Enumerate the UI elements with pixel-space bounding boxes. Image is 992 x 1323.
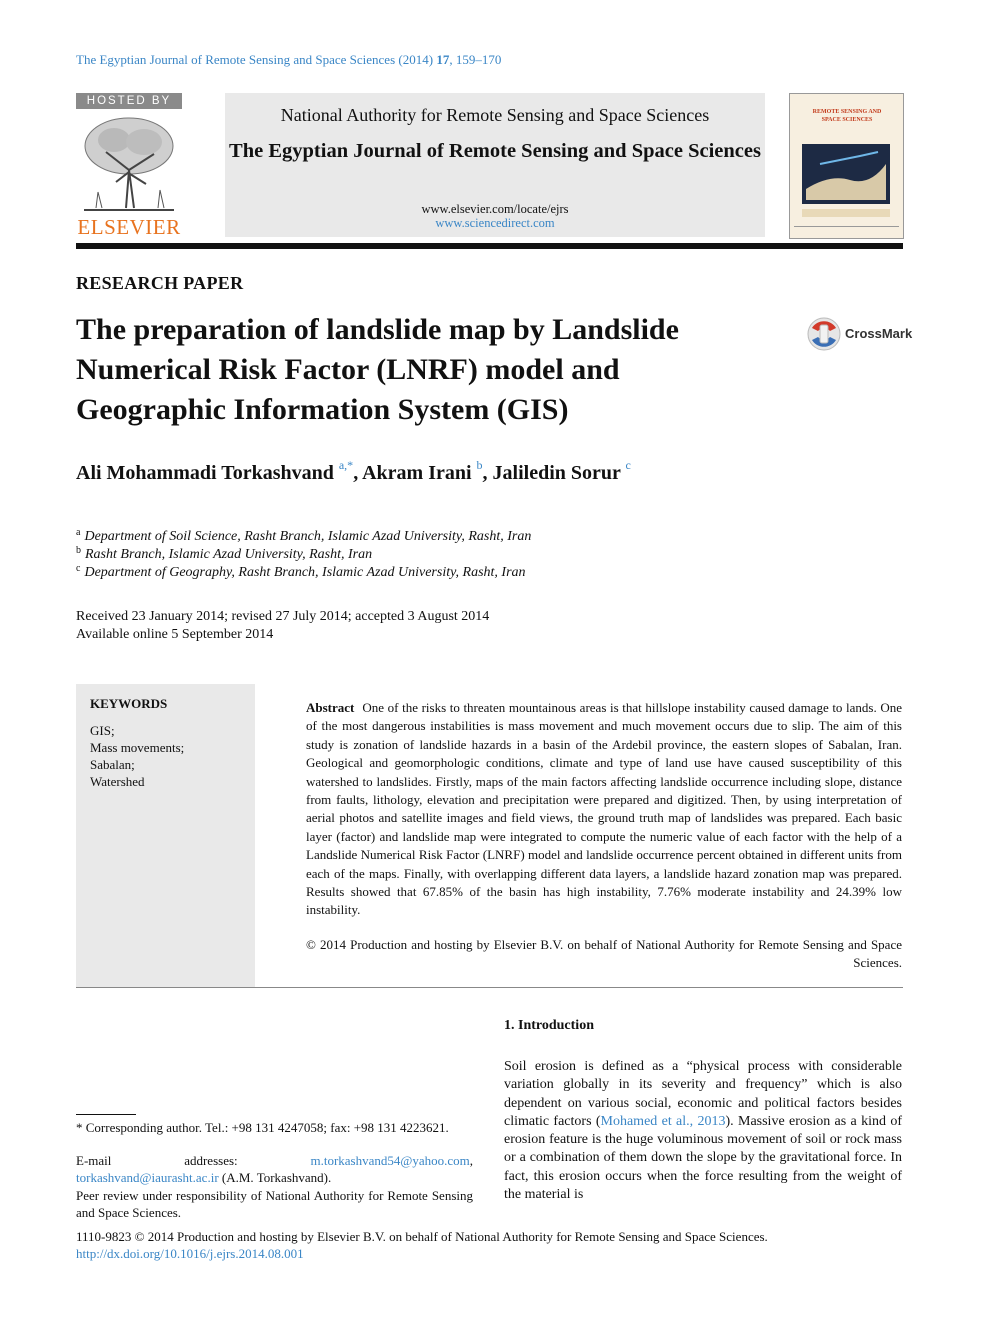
paper-title: The preparation of landslide map by Landslide Numerical Risk Factor (LNRF) model and Geographic Information System (GIS)	[76, 313, 679, 426]
author-list: Ali Mohammadi Torkashvand $^{a,*}$, Akram Irani $^b$, Jaliledin Sorur $^c$	[76, 458, 631, 484]
affiliation-mark: c	[76, 563, 81, 574]
affiliation-text: Department of Geography, Rasht Branch, Islamic Azad University, Rasht, Iran	[84, 565, 526, 580]
sciencedirect-url[interactable]: www.sciencedirect.com	[435, 216, 555, 230]
journal-url[interactable]: www.elsevier.com/locate/ejrs	[421, 202, 569, 216]
hosted-by-label: HOSTED BY	[76, 93, 182, 109]
email-label: E-mail addresses:	[76, 1153, 238, 1168]
journal-ref-volume: 17	[436, 52, 450, 67]
received-revised-accepted: Received 23 January 2014; revised 27 July 2014; accepted 3 August 2014	[76, 609, 490, 624]
email-owner: (A.M. Torkashvand).	[221, 1170, 332, 1185]
abstract-text: One of the risks to threaten mountainous areas is that hillslope instability caused damage to lands. One of the most dangerous instabilities is mass movement and much movement occurs due to slip. The aim of this study is zonation of landslide hazards in a basin of the Ardebil province, the eastern slopes of Sabalan, Iran. Geological and geomorphologic conditions, climate and type of land use have caused susceptibility of this watershed to landslides. Firstly, maps of the main factors affecting landslide occurrence including slope, distance from faults, lithology, elevation and precipitation were prepared and digitized. Then, by using interpretation of aerial photos and satellite images and field views, the ground truth map of landslides was prepared. Each basic layer (factor) and landslide map were integrated to compute the numeric value of each factor with the help of a Landslide Numerical Risk Factor (LNRF) model and landslide occurrence percent obtained in different units from each of the maps. Finally, with overlapping different data layers, a landslide hazard zonation map was prepared. Results showed that 67.85% of the basin has high instability, 7.76% moderate instability and 24.39% low instability.	[306, 700, 902, 918]
affiliation-text: Rasht Branch, Islamic Azad University, Rasht, Iran	[85, 547, 373, 562]
footnote-divider	[76, 1114, 136, 1115]
introduction-text	[504, 1058, 902, 1204]
affiliation	[76, 545, 372, 563]
elsevier-wordmark: ELSEVIER	[77, 215, 181, 239]
journal-name: The Egyptian Journal of Remote Sensing and Space Sciences	[229, 140, 761, 162]
journal-cover-image	[789, 93, 904, 239]
abstract-divider	[76, 987, 903, 988]
keywords-title: KEYWORDS	[90, 696, 168, 711]
affiliation-mark: a	[76, 527, 81, 538]
affiliation-mark: b	[76, 545, 81, 556]
cover-title: REMOTE SENSING AND SPACE SCIENCES	[812, 109, 882, 123]
keyword: Mass movements;	[90, 740, 185, 755]
keyword: Sabalan;	[90, 757, 135, 772]
affiliation	[76, 563, 526, 581]
crossmark-label[interactable]: CrossMark	[845, 326, 913, 341]
journal-reference[interactable]	[76, 52, 501, 68]
keyword: GIS;	[90, 723, 115, 738]
article-dates	[76, 608, 489, 644]
author-affiliation-mark[interactable]: c	[625, 458, 631, 472]
authority-name: National Authority for Remote Sensing and Space Sciences	[280, 105, 710, 125]
abstract-heading: Abstract	[306, 700, 355, 715]
keywords-list	[90, 722, 184, 790]
journal-ref-prefix: The Egyptian Journal of Remote Sensing and Space Sciences (2014)	[76, 52, 434, 67]
elsevier-tree-logo-icon	[76, 112, 182, 216]
abstract-copyright: © 2014 Production and hosting by Elsevier B.V. on behalf of National Authority for Remote Sensing and Space Sciences.	[306, 937, 902, 970]
author-name: Akram Irani	[362, 462, 472, 484]
available-online: Available online 5 September 2014	[76, 627, 274, 642]
affiliation	[76, 527, 531, 545]
author-affiliation-mark[interactable]: b	[476, 458, 483, 472]
author-affiliation-mark[interactable]: a,*	[338, 458, 354, 472]
author-name: Jaliledin Sorur	[492, 462, 621, 484]
affiliation-text: Department of Soil Science, Rasht Branch, Islamic Azad University, Rasht, Iran	[84, 529, 532, 544]
header-divider	[76, 243, 903, 249]
journal-ref-pages: , 159–170	[449, 52, 502, 67]
section-label: RESEARCH PAPER	[76, 273, 244, 293]
corresponding-author-note: * Corresponding author. Tel.: +98 131 4247058; fax: +98 131 4223621.	[76, 1120, 449, 1135]
keyword: Watershed	[90, 774, 145, 789]
cover-map-icon	[790, 94, 903, 238]
author-name: Ali Mohammadi Torkashvand	[76, 462, 334, 484]
intro-text-part: Soil erosion is defined as a “physical process with considerable variation globally in its severity and frequency” which is also dependent on various social, economic and political factors besides climatic factors (	[504, 1059, 902, 1129]
peer-review-note: Peer review under responsibility of National Authority for Remote Sensing and Space Sciences.	[76, 1188, 473, 1220]
email-link[interactable]: torkashvand@iaurasht.ac.ir	[76, 1170, 219, 1185]
introduction-heading: 1. Introduction	[504, 1018, 594, 1033]
doi-link[interactable]: http://dx.doi.org/10.1016/j.ejrs.2014.08.001	[76, 1246, 304, 1261]
issn-copyright: 1110-9823 © 2014 Production and hosting by Elsevier B.V. on behalf of National Authority for Remote Sensing and Space Sciences.	[76, 1229, 768, 1244]
intro-text-part: ). Massive erosion as a kind of erosion feature is the huge voluminous movement of soil or rock mass or a combination of them down the slope by the gravitational force. In fact, this erosion occurs when the force resulting from the weight of the material is	[504, 1113, 902, 1203]
email-link[interactable]: m.torkashvand54@yahoo.com	[310, 1153, 470, 1168]
abstract	[306, 699, 902, 920]
email-note: E-mail addresses: m.torkashvand54@yahoo.com, torkashvand@iaurasht.ac.ir (A.M. Torkashvand).	[76, 1153, 473, 1185]
citation-link[interactable]: Mohamed et al., 2013	[600, 1113, 726, 1129]
